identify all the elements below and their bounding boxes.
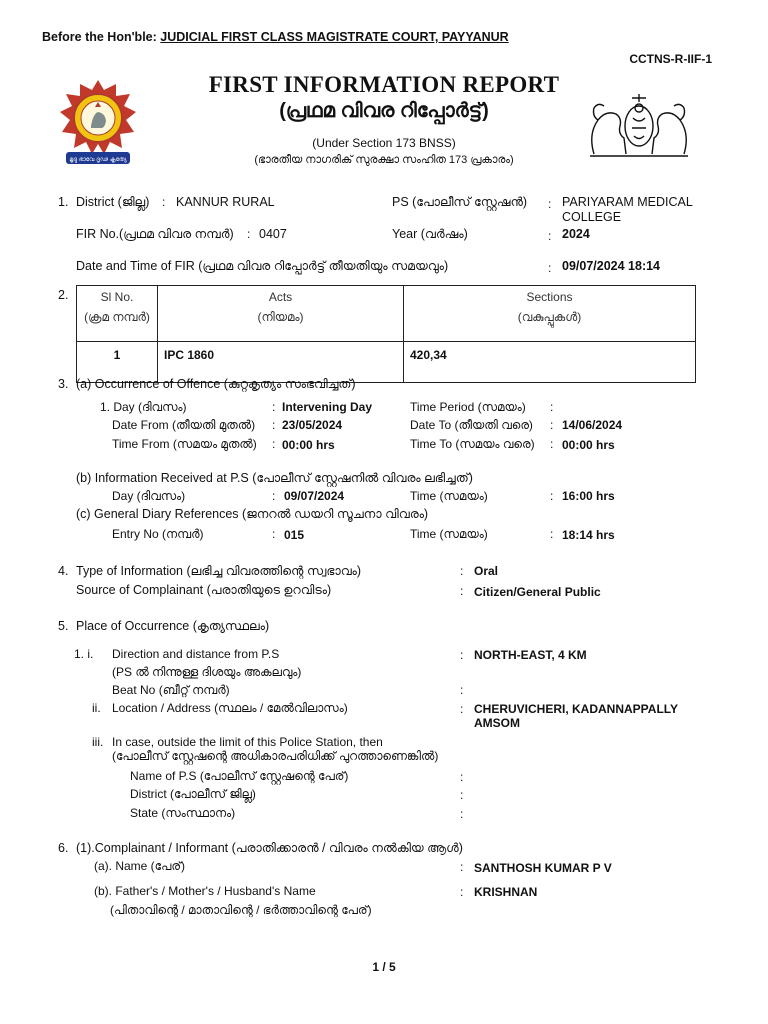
colon: : (550, 527, 554, 541)
colon: : (548, 197, 552, 211)
colon: : (550, 489, 554, 503)
colon: : (550, 418, 554, 432)
colon: : (247, 227, 251, 241)
b-time-value: 16:00 hrs (562, 489, 615, 503)
colon: : (460, 788, 464, 802)
place-label: Place of Occurrence (കൃത്യസ്ഥലം) (76, 619, 270, 633)
section2-num: 2. (58, 288, 69, 302)
colon: : (460, 885, 464, 899)
location-value-line2: AMSOM (474, 716, 520, 730)
fir-value: 0407 (259, 227, 287, 241)
form-code: CCTNS-R-IIF-1 (629, 52, 712, 66)
colon: : (460, 702, 464, 716)
report-title-ml: (പ്രഥമ വിവര റിപ്പോർട്ട്) (279, 100, 489, 122)
colon: : (272, 437, 276, 451)
colon: : (460, 648, 464, 662)
time-from-value: 00:00 hrs (282, 438, 335, 452)
colon: : (272, 400, 276, 414)
state-label: State (സംസ്ഥാനം) (130, 806, 236, 820)
colon: : (548, 261, 552, 275)
section3-num: 3. (58, 377, 69, 391)
occurrence-label: (a) Occurrence of Offence (കുറ്റകൃത്യം സംഭവിച്ചത്) (76, 377, 356, 391)
name-label: (a). Name (പേര്) (94, 859, 186, 873)
colon: : (550, 437, 554, 451)
header-acts: Acts (നിയമം) (158, 286, 404, 342)
entry-label: Entry No (നമ്പർ) (112, 527, 204, 541)
outside-limit-label-ml: (പോലീസ് സ്റ്റേഷന്റെ അധികാരപരിധിക്ക് പുറത്താണെങ്കിൽ) (112, 749, 439, 763)
ps-label: PS (പോലീസ് സ്റ്റേഷൻ) (392, 195, 528, 209)
report-title: FIRST INFORMATION REPORT (208, 72, 560, 97)
section6-num: 6. (58, 841, 69, 855)
date-from-value: 23/05/2024 (282, 418, 343, 432)
emblem-motto: മൃദു ഭാവേ ദൃഢ കൃത്യേ (69, 156, 127, 163)
c-time-label: Time (സമയം) (410, 527, 488, 541)
direction-value: NORTH-EAST, 4 KM (474, 648, 587, 662)
info-type-label: Type of Information (ലഭിച്ച വിവരത്തിന്റെ സ്വഭാവം) (76, 564, 362, 578)
outside-limit-label: In case, outside the limit of this Police Station, then (112, 735, 383, 749)
direction-label: Direction and distance from P.S (112, 647, 280, 661)
place-iii-num: iii. (92, 735, 104, 749)
gd-reference-label: (c) General Diary References (ജനറൽ ഡയറി സൂചനാ വിവരം) (76, 507, 429, 521)
court-name: JUDICIAL FIRST CLASS MAGISTRATE COURT, PAYYANUR (160, 30, 509, 44)
ps-value-line2: COLLEGE (562, 210, 622, 224)
fir-label: FIR No.(പ്രഥമ വിവര നമ്പർ) (76, 227, 234, 241)
acts-table-header (77, 286, 696, 342)
district-label: District (ജില്ല) (76, 195, 150, 209)
acts-table (76, 285, 696, 383)
court-line (42, 30, 509, 44)
year-label: Year (വർഷം) (392, 227, 468, 241)
section5-num: 5. (58, 619, 69, 633)
info-received-label: (b) Information Received at P.S (പോലീസ് സ്റ്റേഷനിൽ വിവരം ലഭിച്ചത്) (76, 471, 473, 485)
section4-num: 4. (58, 564, 69, 578)
father-name-label: (b). Father's / Mother's / Husband's Name (94, 884, 316, 898)
cell-sections: 420,34 (404, 342, 696, 383)
under-section-ml: (ഭാരതീയ നാഗരിക് സുരക്ഷാ സംഹിത 173 പ്രകാരം) (254, 154, 514, 166)
day-label: 1. Day (ദിവസം) (100, 400, 187, 414)
colon: : (162, 195, 166, 209)
colon: : (460, 683, 464, 697)
location-value-line1: CHERUVICHERI, KADANNAPPALLY (474, 702, 679, 716)
court-prefix: Before the Hon'ble: (42, 30, 157, 44)
info-type-value: Oral (474, 564, 499, 578)
page-number: 1 / 5 (372, 960, 396, 974)
fir-datetime-label: Date and Time of FIR (പ്രഥമ വിവര റിപ്പോർട്ട് തീയതിയും സമയവും) (76, 259, 449, 273)
fir-datetime-value: 09/07/2024 18:14 (562, 259, 661, 273)
c-time-value: 18:14 hrs (562, 528, 615, 542)
ps-name-label: Name of P.S (പോലീസ് സ്റ്റേഷന്റെ പേര്) (130, 769, 349, 783)
colon: : (548, 229, 552, 243)
date-from-label: Date From (തീയതി മുതൽ) (112, 418, 256, 432)
colon: : (460, 807, 464, 821)
colon: : (460, 770, 464, 784)
outside-district-label: District (പോലീസ് ജില്ല) (130, 787, 256, 801)
location-label: Location / Address (സ്ഥലം / മേൽവിലാസം) (112, 701, 348, 715)
father-name-label-ml: (പിതാവിന്റെ / മാതാവിന്റെ / ഭർത്താവിന്റെ പേര്) (110, 903, 372, 917)
complainant-label: (1).Complainant / Informant (പരാതിക്കാരൻ / വിവരം നൽകിയ ആൾ) (76, 841, 463, 855)
source-value: Citizen/General Public (474, 585, 601, 599)
place-i-num: 1. i. (74, 647, 94, 661)
ps-value-line1: PARIYARAM MEDICAL (562, 195, 693, 209)
time-from-label: Time From (സമയം മുതൽ) (112, 437, 257, 451)
day-value: Intervening Day (282, 400, 373, 414)
beat-label: Beat No (ബീറ്റ് നമ്പർ) (112, 683, 230, 697)
b-time-label: Time (സമയം) (410, 489, 488, 503)
colon: : (272, 489, 276, 503)
colon: : (460, 584, 464, 598)
direction-label-ml: (PS ൽ നിന്നുള്ള ദിശയും അകലവും) (112, 665, 302, 679)
time-to-value: 00:00 hrs (562, 438, 615, 452)
father-name-value: KRISHNAN (474, 885, 538, 899)
source-label: Source of Complainant (പരാതിയുടെ ഉറവിടം) (76, 583, 332, 597)
cell-sl: 1 (77, 342, 158, 383)
b-day-value: 09/07/2024 (284, 489, 345, 503)
colon: : (460, 860, 464, 874)
colon: : (460, 564, 464, 578)
colon: : (272, 527, 276, 541)
time-to-label: Time To (സമയം വരെ) (410, 437, 535, 451)
under-section: (Under Section 173 BNSS) (312, 136, 456, 150)
entry-value: 015 (284, 528, 305, 542)
section1-num: 1. (58, 195, 69, 209)
colon: : (272, 418, 276, 432)
b-day-label: Day (ദിവസം) (112, 489, 186, 503)
district-value: KANNUR RURAL (176, 195, 275, 209)
place-ii-num: ii. (92, 701, 101, 715)
header-sections: Sections (വകുപ്പുകൾ) (404, 286, 696, 342)
colon: : (550, 400, 554, 414)
date-to-label: Date To (തീയതി വരെ) (410, 418, 533, 432)
complainant-name: SANTHOSH KUMAR P V (474, 861, 612, 875)
time-period-label: Time Period (സമയം) (410, 400, 526, 414)
header-sl: Sl No. (ക്രമ നമ്പർ) (77, 286, 158, 342)
year-value: 2024 (562, 227, 590, 241)
date-to-value: 14/06/2024 (562, 418, 623, 432)
cell-act: IPC 1860 (158, 342, 404, 383)
